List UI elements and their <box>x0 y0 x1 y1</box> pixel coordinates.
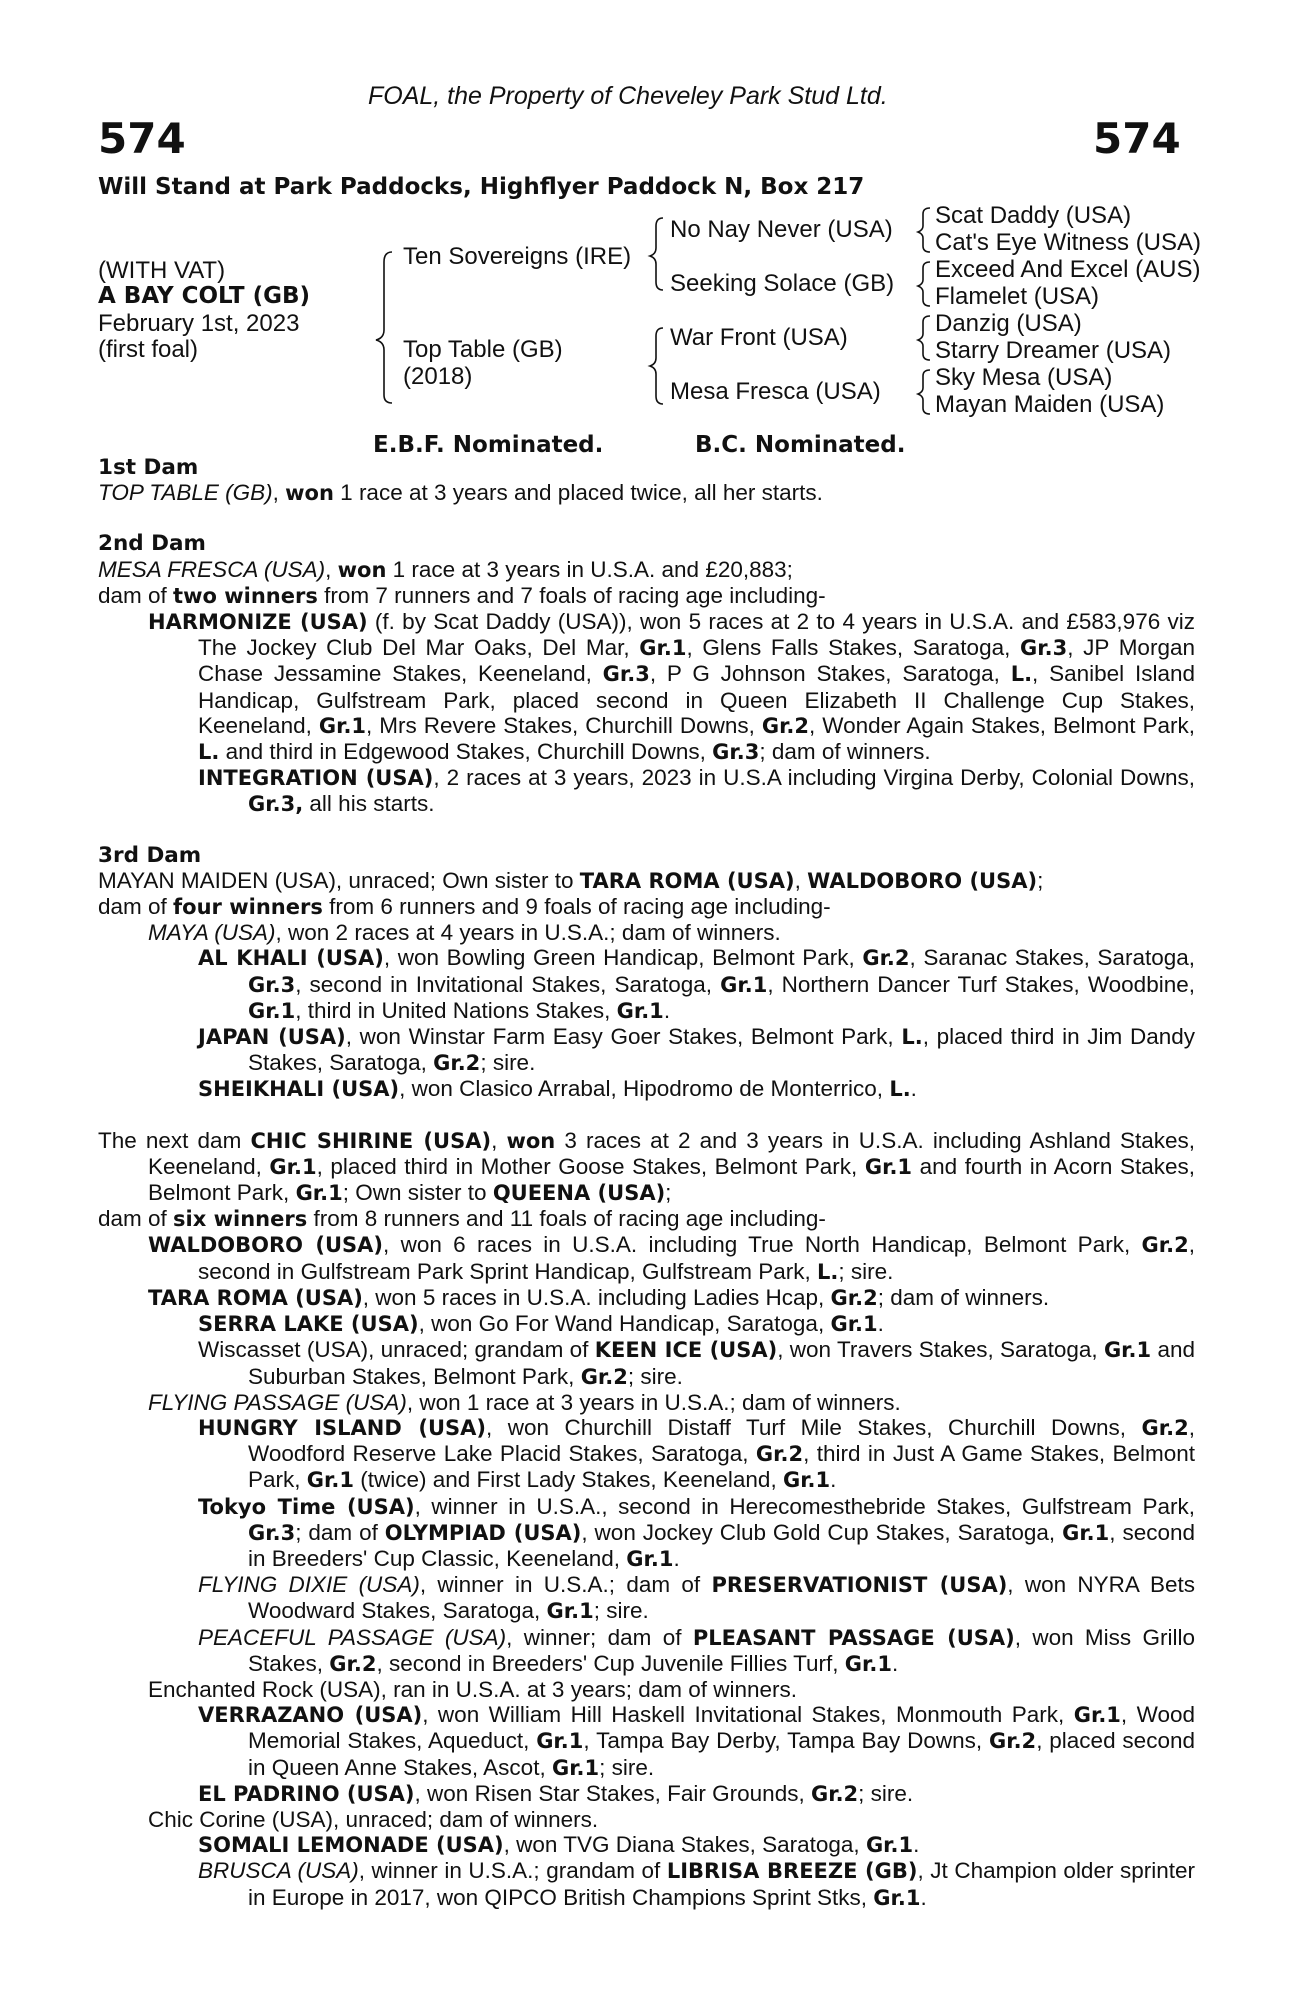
text: dam of <box>98 582 174 608</box>
text: dam of <box>98 894 174 920</box>
g-dam-dam-dam: Mayan Maiden (USA) <box>935 391 1165 418</box>
grade: Gr.2 <box>1141 1415 1189 1440</box>
grade: Gr.1 <box>720 972 768 997</box>
text: ; <box>665 1180 672 1206</box>
bc-nomination: B.C. Nominated. <box>695 432 906 458</box>
horse-name: SERRA LAKE (USA) <box>198 1312 419 1337</box>
grade: L. <box>901 1025 923 1050</box>
first-dam-name: TOP TABLE (GB) <box>98 480 273 506</box>
serra-lake-entry <box>98 1311 1195 1337</box>
text: The next dam <box>98 1127 251 1153</box>
grade: L. <box>1010 662 1033 687</box>
text: , winner in U.S.A.; dam of <box>419 1572 712 1598</box>
grade: Gr.2 <box>830 1285 878 1310</box>
tokyo-time-entry <box>98 1494 1195 1573</box>
text: ; sire. <box>858 1780 914 1806</box>
winners-count: six winners <box>173 1207 308 1232</box>
text: , Wonder Again Stakes, Belmont Park, <box>809 712 1195 738</box>
text: . <box>830 1467 837 1493</box>
grade: L. <box>817 1259 839 1284</box>
second-dam-entry: MESA FRESCA (USA), won 1 race at 3 years in U.S.A. and £20,883; <box>98 556 793 582</box>
text: ; Own sister to <box>342 1180 493 1206</box>
grade: Gr.1 <box>864 1154 913 1179</box>
grade: Gr.1 <box>295 1181 343 1206</box>
brusca-entry <box>98 1858 1195 1910</box>
horse-name: INTEGRATION (USA) <box>198 766 434 791</box>
second-dam-produce <box>98 583 1195 609</box>
text: , placed third in Mother Goose Stakes, Belmont Park, <box>316 1153 865 1179</box>
vat-note: (WITH VAT) <box>98 257 226 284</box>
grade: Gr.3 <box>248 972 296 997</box>
g-dam-sire-dam: Starry Dreamer (USA) <box>935 337 1172 364</box>
horse-name: SHEIKHALI (USA) <box>198 1077 400 1102</box>
horse-name: TARA ROMA (USA) <box>579 868 795 893</box>
text: , <box>794 867 808 893</box>
text: , placed third in Jim Dandy Stakes, Saratoga, <box>248 1024 1196 1076</box>
text: . <box>891 1650 899 1676</box>
won-label: won <box>285 481 334 506</box>
grade: Gr.1 <box>1062 1520 1110 1545</box>
text: . <box>877 1311 884 1337</box>
winners-count: four winners <box>173 895 323 920</box>
grade: Gr.2 <box>580 1364 628 1389</box>
text: , won Churchill Distaff Turf Mile Stakes, Churchill Downs, <box>486 1414 1142 1440</box>
text: from 7 runners and 7 foals of racing age including- <box>317 582 826 608</box>
text: , won 6 races in U.S.A. including True North Handicap, Belmont Park, <box>383 1232 1142 1258</box>
horse-name: MAYA (USA) <box>148 920 276 946</box>
text: ; dam of winners. <box>759 739 931 765</box>
grade: Gr.2 <box>988 1729 1037 1754</box>
horse-name: SOMALI LEMONADE (USA) <box>198 1833 504 1858</box>
horse-name: HUNGRY ISLAND (USA) <box>198 1415 486 1440</box>
text: , Wood Memorial Stakes, Aqueduct, <box>248 1702 1195 1754</box>
chic-corine-entry <box>98 1807 1195 1832</box>
horse-name: BRUSCA (USA) <box>198 1858 359 1884</box>
sire: Ten Sovereigns (IRE) <box>403 243 632 270</box>
text: from 6 runners and 9 foals of racing age including- <box>322 894 831 920</box>
first-dam-heading: 1st Dam <box>98 455 199 480</box>
lot-number-left: 574 <box>98 114 186 163</box>
grade: Gr.2 <box>761 713 810 738</box>
horse-name: VERRAZANO (USA) <box>198 1703 423 1728</box>
text: , winner; dam of <box>506 1624 693 1650</box>
text: , won NYRA Bets Woodward Stakes, Saratoga, <box>248 1572 1196 1624</box>
g-sire-sire-sire: Scat Daddy (USA) <box>935 202 1132 229</box>
verrazano-entry <box>98 1702 1195 1781</box>
waldoboro-entry <box>98 1232 1195 1284</box>
text: , Sanibel Island Handicap, Gulfstream Park, placed second in Queen Elizabeth II Challenge Cup Stakes, Keeneland, <box>198 661 1195 738</box>
grade: Gr.1 <box>318 713 367 738</box>
g-dam-dam-sire: Sky Mesa (USA) <box>935 364 1113 391</box>
grade: Gr.3 <box>712 740 760 765</box>
grade: Gr.1 <box>782 1468 831 1493</box>
text: . <box>913 1832 920 1858</box>
horse-name: PLEASANT PASSAGE (USA) <box>692 1625 1015 1650</box>
text: , Mrs Revere Stakes, Churchill Downs, <box>366 712 762 738</box>
grade: Gr.1 <box>830 1312 878 1337</box>
text: ; dam of <box>295 1519 385 1545</box>
text: , won Winstar Farm Easy Goer Stakes, Belmont Park, <box>345 1024 902 1050</box>
text: ; sire. <box>599 1754 655 1780</box>
text: from 8 runners and 11 foals of racing age including- <box>307 1206 826 1232</box>
grade: Gr.2 <box>755 1442 804 1467</box>
won-label: won <box>506 1128 556 1153</box>
text: dam of <box>98 1206 174 1232</box>
text: ; sire. <box>627 1363 683 1389</box>
horse-name: OLYMPIAD (USA) <box>384 1520 582 1545</box>
text: , Glens Falls Stakes, Saratoga, <box>686 635 1021 661</box>
second-dam-name: MESA FRESCA (USA) <box>98 556 326 582</box>
dam-year: (2018) <box>403 363 473 390</box>
lot-number-right: 574 <box>1093 114 1181 163</box>
text: , Woodford Reserve Lake Placid Stakes, Saratoga, <box>248 1414 1195 1467</box>
text: , second in Breeders' Cup Juvenile Fillies Turf, <box>376 1650 845 1676</box>
text: , won 2 races at 4 years in U.S.A.; dam of winners. <box>275 920 781 946</box>
grade: L. <box>198 740 220 765</box>
text: , Tampa Bay Derby, Tampa Bay Downs, <box>583 1728 989 1754</box>
text: Chic Corine (USA), unraced; dam of winners. <box>148 1806 599 1832</box>
horse-name: Tokyo Time (USA) <box>198 1494 415 1519</box>
text: (f. by Scat Daddy (USA)), won 5 races at 2 to 4 years in U.S.A. and £583,976 viz The Jockey Club Del Mar Oaks, Del Mar, <box>198 609 1195 661</box>
text: and third in Edgewood Stakes, Churchill Downs, <box>219 739 713 765</box>
text: , winner in U.S.A., second in Herecomesthebride Stakes, Gulfstream Park, <box>414 1493 1195 1519</box>
text: . <box>663 997 671 1023</box>
text: . <box>910 1076 917 1102</box>
enchanted-rock-entry <box>98 1677 1195 1702</box>
text: , won William Hill Haskell Invitational Stakes, Monmouth Park, <box>422 1702 1074 1728</box>
grade: Gr.1 <box>844 1651 892 1676</box>
text: (twice) and First Lady Stakes, Keeneland, <box>353 1467 783 1493</box>
text: ; sire. <box>593 1598 649 1624</box>
stand-location: Will Stand at Park Paddocks, Highflyer Paddock N, Box 217 <box>98 174 865 200</box>
text: , won Risen Star Stakes, Fair Grounds, <box>414 1780 811 1806</box>
text: , second in Breeders' Cup Classic, Keeneland, <box>248 1519 1196 1571</box>
grade: Gr.1 <box>306 1468 354 1493</box>
horse-name: EL PADRINO (USA) <box>198 1781 415 1806</box>
horse-name: WALDOBORO (USA) <box>807 868 1038 893</box>
grade: Gr.2 <box>1141 1233 1189 1258</box>
grade: Gr.1 <box>873 1885 921 1910</box>
grade: Gr.3 <box>1020 636 1068 661</box>
horse-name: FLYING PASSAGE (USA) <box>148 1389 407 1415</box>
horse-name: TARA ROMA (USA) <box>148 1285 363 1310</box>
dam-sire: War Front (USA) <box>670 324 848 351</box>
text: , winner in U.S.A.; grandam of <box>358 1858 667 1884</box>
first-dam-text: 1 race at 3 years and placed twice, all her starts. <box>333 480 823 506</box>
horse-name: PEACEFUL PASSAGE (USA) <box>198 1624 507 1650</box>
ebf-nomination: E.B.F. Nominated. <box>373 432 604 458</box>
grade: Gr.2 <box>433 1051 481 1076</box>
text: , won 5 races in U.S.A. including Ladies Hcap, <box>362 1284 831 1310</box>
text: and Suburban Stakes, Belmont Park, <box>248 1337 1195 1389</box>
text: , Saranac Stakes, Saratoga, <box>909 945 1195 971</box>
g-sire-dam-dam: Flamelet (USA) <box>935 283 1100 310</box>
text: , won Go For Wand Handicap, Saratoga, <box>418 1311 831 1337</box>
horse-name: WALDOBORO (USA) <box>148 1233 384 1258</box>
grade: L. <box>889 1077 911 1102</box>
g-dam-sire-sire: Danzig (USA) <box>935 310 1082 337</box>
horse-name: PRESERVATIONIST (USA) <box>711 1573 1008 1598</box>
horse-name: CHIC SHIRINE (USA) <box>250 1128 492 1153</box>
horse-name: FLYING DIXIE (USA) <box>198 1572 420 1598</box>
el-padrino-entry <box>98 1781 1195 1807</box>
grade: Gr.3 <box>602 662 650 687</box>
horse-name: HARMONIZE (USA) <box>148 610 368 635</box>
catalogue-header: FOAL, the Property of Cheveley Park Stud Ltd. <box>368 82 888 110</box>
third-dam-produce <box>98 894 1195 920</box>
text: , P G Johnson Stakes, Saratoga, <box>649 661 1011 687</box>
harmonize-entry <box>98 609 1195 765</box>
text: , won Jockey Club Gold Cup Stakes, Saratoga, <box>581 1519 1063 1545</box>
tara-roma-entry <box>98 1285 1195 1311</box>
grade: Gr.1 <box>269 1154 317 1179</box>
text: , Jt Champion older sprinter in Europe in 2017, won QIPCO British Champions Sprint Stks, <box>248 1858 1196 1910</box>
horse-name: JAPAN (USA) <box>198 1025 346 1050</box>
grade: Gr.1 <box>1103 1338 1152 1363</box>
somali-lemonade-entry <box>98 1832 1195 1858</box>
text: ; sire. <box>838 1258 894 1284</box>
grade: Gr.3, <box>248 792 304 817</box>
flying-dixie-entry <box>98 1572 1195 1624</box>
text: , won Clasico Arrabal, Hipodromo de Monterrico, <box>399 1076 890 1102</box>
peaceful-passage-entry <box>98 1625 1195 1677</box>
second-dam-heading: 2nd Dam <box>98 531 206 557</box>
horse-name: LIBRISA BREEZE (GB) <box>666 1859 918 1884</box>
grade: Gr.2 <box>329 1651 377 1676</box>
text: ; sire. <box>480 1050 536 1076</box>
text: and fourth in Acorn Stakes, Belmont Park, <box>148 1153 1195 1206</box>
second-dam-text: 1 race at 3 years in U.S.A. and £20,883; <box>386 556 793 582</box>
grade: Gr.1 <box>865 1833 914 1858</box>
grade: Gr.1 <box>546 1599 594 1624</box>
text: ; <box>1037 867 1044 893</box>
grade: Gr.1 <box>248 998 296 1023</box>
won-label: won <box>337 557 387 582</box>
grade: Gr.1 <box>639 636 687 661</box>
winners-count: two winners <box>173 583 318 608</box>
third-dam-heading: 3rd Dam <box>98 842 202 868</box>
sire-sire: No Nay Never (USA) <box>670 216 893 243</box>
next-dam-produce <box>98 1206 1195 1232</box>
grade: Gr.1 <box>1073 1703 1121 1728</box>
text: ; dam of winners. <box>877 1284 1050 1310</box>
text: . <box>673 1545 680 1571</box>
g-sire-sire-dam: Cat's Eye Witness (USA) <box>935 229 1201 256</box>
text: , second in Invitational Stakes, Saratoga, <box>295 971 721 997</box>
first-foal-note: (first foal) <box>98 336 199 363</box>
text: , second in Gulfstream Park Sprint Handicap, Gulfstream Park, <box>198 1232 1195 1284</box>
hungry-island-entry <box>98 1415 1195 1494</box>
grade: Gr.1 <box>536 1729 584 1754</box>
horse-name: QUEENA (USA) <box>492 1181 666 1206</box>
flying-passage-entry <box>98 1390 1195 1415</box>
text: MAYAN MAIDEN (USA), unraced; Own sister to <box>98 867 580 893</box>
grade: Gr.2 <box>810 1781 859 1806</box>
maya-entry <box>98 920 1195 945</box>
text: , won TVG Diana Stakes, Saratoga, <box>503 1832 866 1858</box>
horse-name: KEEN ICE (USA) <box>594 1338 778 1363</box>
horse-name: AL KHALI (USA) <box>198 946 384 971</box>
text: , 2 races at 3 years, 2023 in U.S.A including Virgina Derby, Colonial Downs, <box>433 765 1195 791</box>
text: Enchanted Rock (USA), ran in U.S.A. at 3 years; dam of winners. <box>148 1676 798 1702</box>
sire-dam: Seeking Solace (GB) <box>670 270 895 297</box>
text: , won 1 race at 3 years in U.S.A.; dam of winners. <box>406 1389 901 1415</box>
japan-entry <box>98 1024 1195 1076</box>
grade: Gr.1 <box>551 1755 600 1780</box>
text: . <box>920 1884 927 1910</box>
al-khali-entry <box>98 945 1195 1024</box>
text: , JP Morgan Chase Jessamine Stakes, Keeneland, <box>198 635 1195 687</box>
grade: Gr.3 <box>248 1520 296 1545</box>
lot-name: A BAY COLT (GB) <box>98 283 311 309</box>
dam-line-text <box>98 455 1195 1911</box>
dam-dam: Mesa Fresca (USA) <box>670 378 881 405</box>
text: , third in Just A Game Stakes, Belmont Park, <box>248 1441 1195 1493</box>
text: , third in United Nations Stakes, <box>295 997 617 1023</box>
text: , placed second in Queen Anne Stakes, Ascot, <box>248 1728 1195 1780</box>
next-dam-entry: The next dam CHIC SHIRINE (USA), won 3 races at 2 and 3 years in U.S.A. including Ashland Stakes, Keeneland, Gr.1, placed third in Mother Goose Stakes, Belmont Park, Gr.1 and fourth in Acorn Stakes, Belmont Park, Gr.1; Own sister to QUEENA (USA); <box>98 1127 1195 1206</box>
third-dam-entry <box>98 868 1195 894</box>
integration-entry <box>98 765 1195 817</box>
g-sire-dam-sire: Exceed And Excel (AUS) <box>935 256 1201 283</box>
dam: Top Table (GB) <box>403 336 563 363</box>
text: 3 races at 2 and 3 years in U.S.A. including Ashland Stakes, Keeneland, <box>148 1127 1195 1179</box>
text: Wiscasset (USA), unraced; grandam of <box>198 1337 595 1363</box>
first-dam-entry: TOP TABLE (GB), won 1 race at 3 years and placed twice, all her starts. <box>98 480 823 506</box>
wiscasset-entry <box>98 1337 1195 1389</box>
text: all his starts. <box>303 791 435 817</box>
text: , Northern Dancer Turf Stakes, Woodbine, <box>767 971 1195 997</box>
foaling-date: February 1st, 2023 <box>98 310 300 337</box>
text: , won Miss Grillo Stakes, <box>248 1624 1195 1676</box>
grade: Gr.2 <box>862 946 910 971</box>
grade: Gr.1 <box>616 998 664 1023</box>
sheikhali-entry <box>98 1076 1195 1102</box>
text: , won Bowling Green Handicap, Belmont Park, <box>383 945 863 971</box>
text: , won Travers Stakes, Saratoga, <box>777 1337 1104 1363</box>
grade: Gr.1 <box>626 1546 674 1571</box>
